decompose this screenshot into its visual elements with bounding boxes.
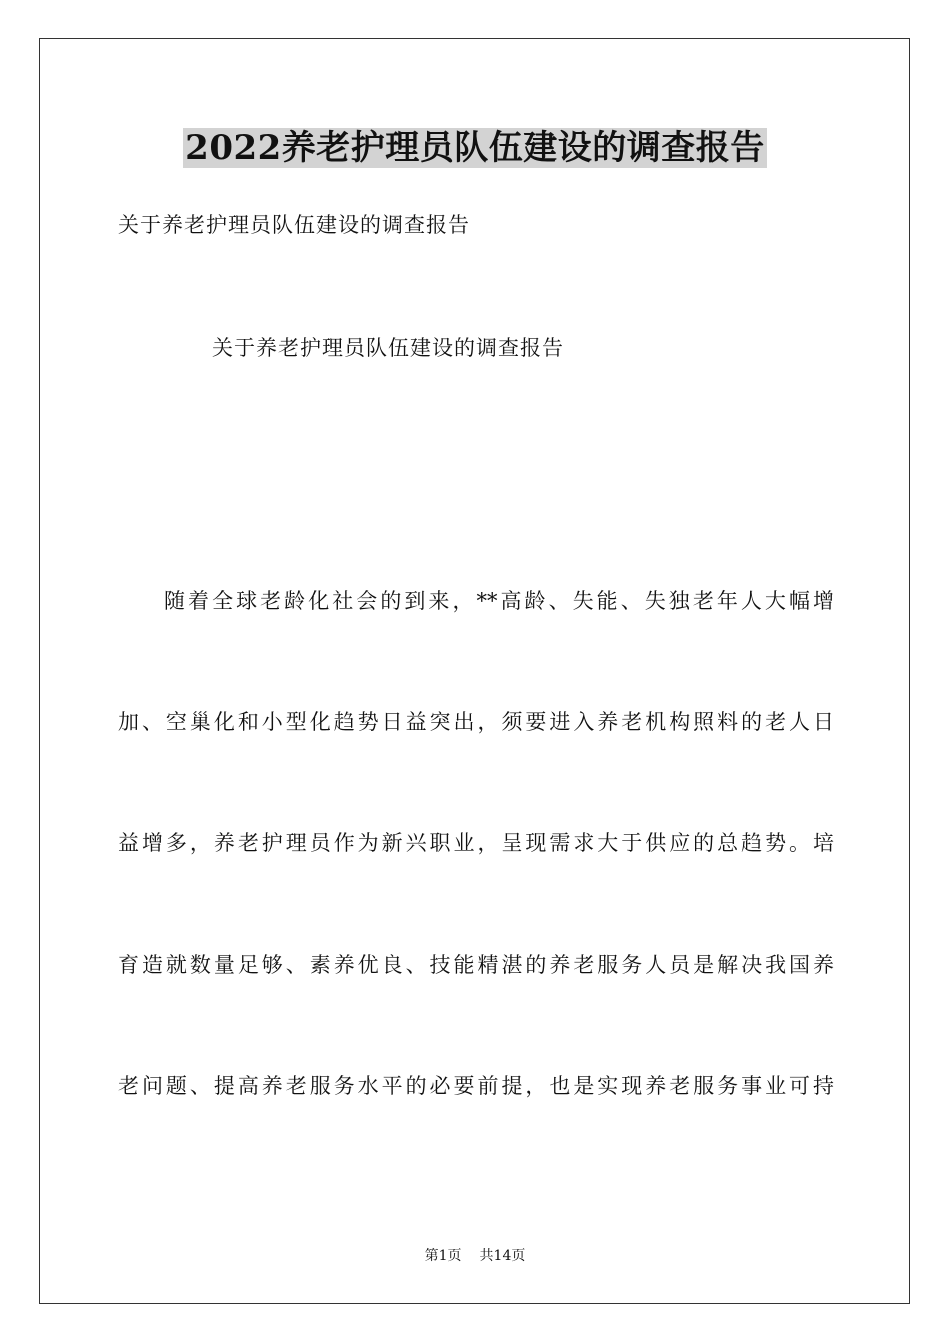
document-title — [0, 124, 950, 172]
page-number-current: 第1页 — [424, 1248, 462, 1264]
page-footer — [0, 1246, 950, 1266]
paragraph-line: 随着全球老龄化社会的到来，**高龄、失能、失独老年人大幅增 — [164, 589, 834, 613]
document-subtitle-indented: 关于养老护理员队伍建设的调查报告 — [212, 336, 564, 360]
document-title-text: 2022养老护理员队伍建设的调查报告 — [185, 128, 765, 168]
paragraph-line: 加、空巢化和小型化趋势日益突出，须要进入养老机构照料的老人日 — [118, 710, 834, 734]
paragraph-line: 老问题、提高养老服务水平的必要前提，也是实现养老服务事业可持 — [118, 1074, 834, 1098]
paragraph-line: 育造就数量足够、素养优良、技能精湛的养老服务人员是解决我国养 — [118, 953, 834, 977]
page-number-total: 共14页 — [479, 1248, 526, 1264]
document-subtitle: 关于养老护理员队伍建设的调查报告 — [118, 213, 470, 237]
paragraph-line: 益增多，养老护理员作为新兴职业，呈现需求大于供应的总趋势。培 — [118, 831, 834, 855]
